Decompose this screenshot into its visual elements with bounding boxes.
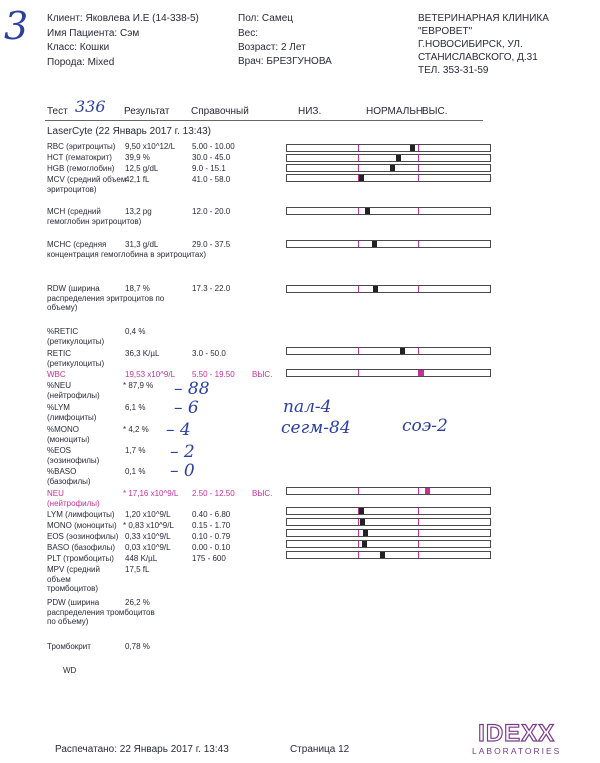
row-test-name-line: MCH (средний (47, 207, 101, 216)
row-reference: 0.15 - 1.70 (192, 521, 231, 530)
handwritten-note-segm: сегм-84 (281, 418, 351, 438)
row-reference: 0.00 - 0.10 (192, 543, 231, 552)
row-test-name (47, 446, 99, 465)
handwritten-lym: – 6 (174, 398, 199, 418)
row-test-name-line: LYM (лимфоциты) (47, 510, 115, 519)
range-bar (286, 285, 491, 293)
row-result: 1,20 x10^9/L (125, 510, 171, 519)
row-test-name (47, 554, 114, 564)
row-test-name (47, 153, 112, 163)
range-marker (372, 241, 377, 247)
range-marker (365, 208, 370, 214)
range-low-line (358, 488, 359, 494)
row-test-name-line: эритроцитов) (47, 184, 97, 194)
wd-label: WD (63, 666, 77, 675)
handwritten-note-pal: пал-4 (283, 397, 332, 417)
row-flag: ВЫС. (252, 370, 273, 379)
row-result: 36,3 K/µL (125, 349, 160, 358)
row-test-name (47, 175, 126, 194)
row-test-name-line: BASO (базофилы) (47, 543, 116, 552)
range-bar (286, 144, 491, 152)
range-low-line (358, 370, 359, 376)
row-result: 9,50 x10^12/L (125, 142, 176, 151)
range-high-line (418, 552, 419, 558)
range-marker (373, 286, 378, 292)
row-test-name-line: (нейтрофилы) (47, 390, 100, 400)
row-result: 12,5 g/dL (125, 164, 159, 173)
range-low-line (358, 145, 359, 151)
range-marker (359, 508, 364, 514)
sex-line: Пол: Самец (238, 13, 293, 24)
row-result: 18,7 % (125, 284, 150, 293)
row-result: 39,9 % (125, 153, 150, 162)
row-test-name-line: (лимфоциты) (47, 412, 97, 422)
row-test-name-line: (ретикулоциты) (47, 358, 105, 368)
row-test-name-line: распределения эритроцитов по (47, 293, 165, 303)
range-marker (400, 348, 405, 354)
row-result: * 4,2 % (123, 425, 149, 434)
row-test-name-line: (эозинофилы) (47, 455, 100, 465)
range-bar (286, 369, 491, 377)
range-bar (286, 154, 491, 162)
row-reference: 9.0 - 15.1 (192, 164, 226, 173)
range-bar (286, 164, 491, 172)
doctor-line: Врач: БРЕЗГУНОВА (238, 56, 332, 67)
row-test-name-line: MONO (моноциты) (47, 521, 117, 530)
row-result: * 87,9 % (123, 381, 154, 390)
class-line: Класс: Кошки (47, 42, 110, 53)
col-reference: Справочный (191, 106, 249, 117)
row-test-name (47, 467, 91, 486)
row-result: 17,5 fL (125, 565, 150, 574)
range-bar (286, 240, 491, 248)
range-marker (390, 165, 395, 171)
printed-date: Распечатано: 22 Январь 2017 г. 13:43 (55, 744, 229, 755)
range-low-line (358, 208, 359, 214)
row-reference: 3.0 - 50.0 (192, 349, 226, 358)
row-test-name (47, 349, 104, 368)
handwritten-note-soe: соэ-2 (402, 416, 448, 436)
row-reference: 29.0 - 37.5 (192, 240, 231, 249)
col-test: Тест (47, 106, 68, 117)
row-flag: ВЫС. (252, 489, 273, 498)
range-marker (363, 530, 368, 536)
row-test-name (47, 381, 100, 400)
row-test-name-line: %MONO (47, 425, 79, 434)
row-result: 26,2 % (125, 598, 150, 607)
breed-line: Порода: Mixed (47, 57, 115, 68)
row-test-name (47, 489, 100, 508)
row-test-name-line: %NEU (47, 381, 72, 390)
range-high-line (418, 175, 419, 181)
row-test-name-line: WBC (47, 370, 66, 379)
range-bar (286, 507, 491, 515)
range-marker (419, 370, 424, 376)
row-test-name-line: MCHC (средняя (47, 240, 107, 249)
range-high-line (418, 530, 419, 536)
range-bar (286, 540, 491, 548)
row-reference: 41.0 - 58.0 (192, 175, 231, 184)
row-reference: 17.3 - 22.0 (192, 284, 231, 293)
range-low-line (358, 165, 359, 171)
row-reference: 2.50 - 12.50 (192, 489, 235, 498)
row-test-name-line: концентрация гемоглобина в эритроцитах) (47, 249, 206, 259)
row-test-name-line: гемоглобин эритроцитов) (47, 216, 142, 226)
row-test-name-line: EOS (эозинофилы) (47, 532, 119, 541)
range-high-line (418, 541, 419, 547)
row-result: 1,7 % (125, 446, 146, 455)
col-low: НИЗ. (298, 106, 322, 117)
row-reference: 175 - 600 (192, 554, 226, 563)
row-reference: 0.10 - 0.79 (192, 532, 231, 541)
clinic-line-4: СТАНИСЛАВСКОГО, Д.31 (418, 52, 538, 63)
col-high: ВЫС. (422, 106, 448, 117)
clinic-line-2: "ЕВРОВЕТ" (418, 26, 473, 37)
row-test-name-line: MCV (средний объем (47, 175, 127, 184)
row-result: 0,78 % (125, 642, 150, 651)
row-test-name (47, 510, 115, 520)
range-high-line (418, 241, 419, 247)
row-test-name (47, 521, 117, 531)
row-reference: 5.00 - 10.00 (192, 142, 235, 151)
row-test-name (47, 532, 118, 542)
handwritten-test-number: 336 (75, 97, 106, 116)
handwritten-page-number: 3 (4, 4, 29, 48)
row-result: 42,1 fL (125, 175, 150, 184)
range-high-line (418, 508, 419, 514)
range-high-line (418, 286, 419, 292)
row-result: 31,3 g/dL (125, 240, 159, 249)
range-high-line (418, 145, 419, 151)
handwritten-eos: – 2 (170, 442, 195, 462)
row-test-name-line: %BASO (47, 467, 77, 476)
age-line: Возраст: 2 Лет (238, 42, 306, 53)
range-low-line (358, 286, 359, 292)
range-marker (425, 488, 430, 494)
row-reference: 30.0 - 45.0 (192, 153, 231, 162)
client-line: Клиент: Яковлева И.Е (14-338-5) (47, 13, 199, 24)
row-test-name-line: RETIC (47, 349, 71, 358)
handwritten-mono: – 4 (166, 420, 191, 440)
handwritten-neu: – 88 (174, 379, 210, 399)
row-reference: 0.40 - 6.80 (192, 510, 231, 519)
range-bar (286, 207, 491, 215)
range-bar (286, 551, 491, 559)
header-rule (45, 120, 483, 121)
row-test-name (47, 403, 96, 422)
page-number: Страница 12 (290, 744, 350, 755)
row-test-name-line: распределения тромбоцитов (47, 607, 155, 617)
range-bar (286, 518, 491, 526)
row-result: 0,33 x10^9/L (125, 532, 171, 541)
col-normal: НОРМАЛЬН (366, 106, 424, 117)
range-high-line (418, 165, 419, 171)
row-test-name-line: PDW (ширина (47, 598, 100, 607)
range-low-line (358, 155, 359, 161)
row-result: 13,2 pg (125, 207, 152, 216)
range-marker (396, 155, 401, 161)
row-result: 6,1 % (125, 403, 146, 412)
row-result: 0,03 x10^9/L (125, 543, 171, 552)
weight-line: Вес: (238, 28, 259, 39)
idexx-logo (472, 722, 561, 756)
clinic-line-3: Г.НОВОСИБИРСК, УЛ. (418, 39, 523, 50)
row-test-name-line: (моноциты) (47, 434, 90, 444)
row-test-name-line: %RETIC (47, 327, 79, 336)
row-result: 19,53 x10^9/L (125, 370, 176, 379)
range-marker (362, 541, 367, 547)
row-test-name-line: MPV (средний (47, 565, 100, 574)
range-low-line (358, 552, 359, 558)
row-reference: 12.0 - 20.0 (192, 207, 231, 216)
row-result: 0,4 % (125, 327, 146, 336)
range-marker (380, 552, 385, 558)
row-test-name-line: HGB (гемоглобин) (47, 164, 115, 173)
row-test-name-line: %EOS (47, 446, 72, 455)
row-test-name-line: %LYM (47, 403, 70, 412)
row-test-name-line: (ретикулоциты) (47, 336, 105, 346)
row-result: * 17,16 x10^9/L (123, 489, 179, 498)
row-test-name-line: RBC (эритроциты) (47, 142, 116, 151)
range-low-line (358, 241, 359, 247)
range-high-line (418, 348, 419, 354)
row-test-name-line: по объему) (47, 617, 89, 626)
row-test-name (47, 327, 104, 346)
range-bar (286, 487, 491, 495)
row-result: 0,1 % (125, 467, 146, 476)
row-result: * 0,83 x10^9/L (123, 521, 174, 530)
patient-name-line: Имя Пациента: Сэм (47, 28, 140, 39)
clinic-line-5: ТЕЛ. 353-31-59 (418, 65, 489, 76)
range-high-line (418, 208, 419, 214)
row-test-name-line: HCT (гематокрит) (47, 153, 112, 162)
range-marker (359, 175, 364, 181)
range-marker (360, 519, 365, 525)
range-bar (286, 347, 491, 355)
row-test-name-line: Тромбокрит (47, 642, 91, 651)
row-reference: 5.50 - 19.50 (192, 370, 235, 379)
row-test-name-line: (нейтрофилы) (47, 498, 100, 508)
row-test-name-line: объем (47, 574, 71, 584)
row-test-name (47, 425, 90, 444)
range-marker (410, 145, 415, 151)
clinic-line-1: ВЕТЕРИНАРНАЯ КЛИНИКА (418, 13, 549, 24)
row-test-name (47, 642, 91, 652)
row-test-name-line: объему) (47, 303, 78, 312)
handwritten-baso: – 0 (170, 461, 195, 481)
range-low-line (358, 530, 359, 536)
idexx-logo-subtitle: LABORATORIES (472, 746, 562, 756)
row-test-name (47, 142, 115, 152)
range-high-line (418, 155, 419, 161)
row-test-name (47, 164, 114, 174)
row-test-name-line: RDW (ширина (47, 284, 100, 293)
range-bar (286, 174, 491, 182)
row-test-name-line: тромбоцитов) (47, 584, 98, 593)
row-test-name (47, 370, 66, 380)
row-test-name (47, 565, 100, 594)
row-test-name-line: NEU (47, 489, 64, 498)
range-bar (286, 529, 491, 537)
range-low-line (358, 519, 359, 525)
range-high-line (418, 519, 419, 525)
range-high-line (418, 488, 419, 494)
row-test-name-line: (базофилы) (47, 476, 91, 486)
row-result: 448 K/µL (125, 554, 158, 563)
row-test-name-line: PLT (тромбоциты) (47, 554, 114, 563)
idexx-logo-wordmark: IDEXX (478, 720, 556, 747)
range-low-line (358, 348, 359, 354)
col-result: Результат (124, 106, 170, 117)
range-low-line (358, 541, 359, 547)
analyzer-title: LaserCyte (22 Январь 2017 г. 13:43) (47, 126, 212, 137)
row-test-name (47, 543, 115, 553)
